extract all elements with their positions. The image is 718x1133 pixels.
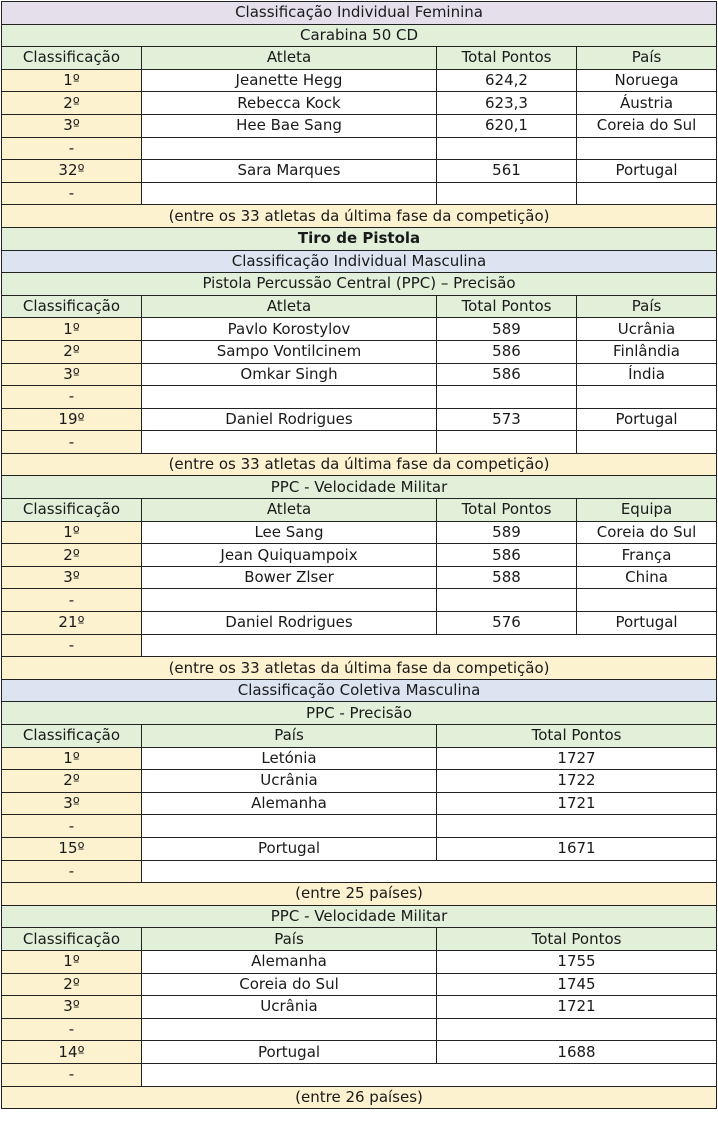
note-row: [2, 657, 717, 680]
points-cell: 589: [437, 521, 577, 544]
col-header-athlete: Atleta: [142, 47, 437, 70]
note-row: [2, 453, 717, 476]
empty-cell: [142, 634, 717, 657]
team-cell: China: [577, 566, 717, 589]
competition-note: (entre 26 países): [2, 1086, 717, 1109]
athlete-cell: Jeanette Hegg: [142, 69, 437, 92]
section-subtitle-row: [2, 250, 717, 273]
points-cell: 576: [437, 612, 577, 635]
event-row: [2, 273, 717, 296]
athlete-cell: Sampo Vontilcinem: [142, 340, 437, 363]
country-cell: Alemanha: [142, 950, 437, 973]
rank-cell: 2º: [2, 544, 142, 567]
col-header-rank: Classificação: [2, 499, 142, 522]
country-cell: Portugal: [142, 837, 437, 860]
section-title: Classificação Individual Feminina: [2, 2, 717, 25]
table-row: [2, 92, 717, 115]
rank-cell: 1º: [2, 950, 142, 973]
table-row: [2, 544, 717, 567]
rank-cell: 15º: [2, 837, 142, 860]
points-cell: [437, 589, 577, 612]
rank-cell: 3º: [2, 363, 142, 386]
table-row: [2, 363, 717, 386]
table-row: [2, 1018, 717, 1041]
points-cell: 1727: [437, 747, 717, 770]
empty-cell: [142, 860, 717, 883]
rank-cell: -: [2, 815, 142, 838]
table-row: [2, 589, 717, 612]
country-cell: [577, 431, 717, 454]
event-row: [2, 702, 717, 725]
points-cell: 1721: [437, 996, 717, 1019]
table-row: [2, 792, 717, 815]
table-row: [2, 770, 717, 793]
table-row: [2, 634, 717, 657]
table-row: [2, 114, 717, 137]
rank-cell: 32º: [2, 160, 142, 183]
rank-cell: 2º: [2, 340, 142, 363]
header-row: [2, 295, 717, 318]
rank-cell: 19º: [2, 408, 142, 431]
athlete-cell: Sara Marques: [142, 160, 437, 183]
country-cell: Coreia do Sul: [577, 114, 717, 137]
athlete-cell: [142, 386, 437, 409]
points-cell: 1721: [437, 792, 717, 815]
table-row: [2, 318, 717, 341]
points-cell: [437, 815, 717, 838]
country-cell: Ucrânia: [142, 770, 437, 793]
section-title-row: [2, 679, 717, 702]
note-row: [2, 883, 717, 906]
country-cell: Finlândia: [577, 340, 717, 363]
country-cell: Índia: [577, 363, 717, 386]
points-cell: [437, 431, 577, 454]
country-cell: Noruega: [577, 69, 717, 92]
col-header-rank: Classificação: [2, 295, 142, 318]
points-cell: 1671: [437, 837, 717, 860]
country-cell: Portugal: [577, 408, 717, 431]
points-cell: 573: [437, 408, 577, 431]
event-title: PPC - Precisão: [2, 702, 717, 725]
col-header-points: Total Pontos: [437, 928, 717, 951]
note-row: [2, 205, 717, 228]
event-row: [2, 476, 717, 499]
athlete-cell: [142, 137, 437, 160]
col-header-points: Total Pontos: [437, 47, 577, 70]
discipline-title: Tiro de Pistola: [2, 227, 717, 250]
rank-cell: -: [2, 634, 142, 657]
table-row: [2, 137, 717, 160]
competition-note: (entre os 33 atletas da última fase da competição): [2, 657, 717, 680]
points-cell: [437, 182, 577, 205]
rank-cell: 21º: [2, 612, 142, 635]
header-row: [2, 725, 717, 748]
country-cell: Áustria: [577, 92, 717, 115]
event-row: [2, 905, 717, 928]
country-cell: Portugal: [142, 1041, 437, 1064]
header-row: [2, 47, 717, 70]
rank-cell: 3º: [2, 996, 142, 1019]
table-row: [2, 431, 717, 454]
table-row: [2, 408, 717, 431]
country-cell: Portugal: [577, 160, 717, 183]
table-row: [2, 837, 717, 860]
rank-cell: -: [2, 1018, 142, 1041]
rank-cell: -: [2, 1063, 142, 1086]
col-header-athlete: Atleta: [142, 499, 437, 522]
rank-cell: 1º: [2, 521, 142, 544]
rank-cell: 1º: [2, 747, 142, 770]
section-title-row: [2, 227, 717, 250]
athlete-cell: Daniel Rodrigues: [142, 612, 437, 635]
country-cell: [577, 182, 717, 205]
team-cell: Portugal: [577, 612, 717, 635]
header-row: [2, 499, 717, 522]
competition-note: (entre os 33 atletas da última fase da competição): [2, 453, 717, 476]
table-row: [2, 566, 717, 589]
points-cell: 623,3: [437, 92, 577, 115]
athlete-cell: Bower Zlser: [142, 566, 437, 589]
country-cell: Ucrânia: [142, 996, 437, 1019]
rank-cell: -: [2, 589, 142, 612]
rank-cell: -: [2, 182, 142, 205]
points-cell: 1688: [437, 1041, 717, 1064]
country-cell: [142, 1018, 437, 1041]
table-row: [2, 521, 717, 544]
rank-cell: 3º: [2, 792, 142, 815]
table-row: [2, 815, 717, 838]
table-row: [2, 973, 717, 996]
results-document: [1, 1, 717, 1131]
header-row: [2, 928, 717, 951]
points-cell: [437, 386, 577, 409]
athlete-cell: Rebecca Kock: [142, 92, 437, 115]
table-row: [2, 182, 717, 205]
country-cell: Ucrânia: [577, 318, 717, 341]
athlete-cell: [142, 182, 437, 205]
col-header-points: Total Pontos: [437, 499, 577, 522]
table-row: [2, 1041, 717, 1064]
note-row: [2, 1086, 717, 1109]
rank-cell: 1º: [2, 318, 142, 341]
table-row: [2, 612, 717, 635]
country-cell: Coreia do Sul: [142, 973, 437, 996]
section-title: Classificação Individual Masculina: [2, 250, 717, 273]
country-cell: Alemanha: [142, 792, 437, 815]
points-cell: [437, 137, 577, 160]
athlete-cell: Lee Sang: [142, 521, 437, 544]
col-header-points: Total Pontos: [437, 725, 717, 748]
col-header-country: País: [142, 725, 437, 748]
col-header-country: País: [577, 47, 717, 70]
rank-cell: 2º: [2, 973, 142, 996]
table-row: [2, 860, 717, 883]
event-row: [2, 24, 717, 47]
competition-note: (entre 25 países): [2, 883, 717, 906]
event-title: PPC - Velocidade Militar: [2, 476, 717, 499]
table-row: [2, 160, 717, 183]
rank-cell: 14º: [2, 1041, 142, 1064]
points-cell: 1722: [437, 770, 717, 793]
rank-cell: 1º: [2, 69, 142, 92]
table-row: [2, 950, 717, 973]
results-table: [1, 1, 717, 1109]
team-cell: Coreia do Sul: [577, 521, 717, 544]
section-title-row: [2, 2, 717, 25]
col-header-team: Equipa: [577, 499, 717, 522]
points-cell: 586: [437, 340, 577, 363]
empty-cell: [142, 1063, 717, 1086]
country-cell: [142, 815, 437, 838]
col-header-country: País: [577, 295, 717, 318]
rank-cell: 3º: [2, 114, 142, 137]
col-header-points: Total Pontos: [437, 295, 577, 318]
points-cell: 586: [437, 544, 577, 567]
rank-cell: 3º: [2, 566, 142, 589]
event-title: Carabina 50 CD: [2, 24, 717, 47]
points-cell: 1745: [437, 973, 717, 996]
col-header-rank: Classificação: [2, 725, 142, 748]
col-header-rank: Classificação: [2, 928, 142, 951]
athlete-cell: [142, 589, 437, 612]
rank-cell: 2º: [2, 770, 142, 793]
table-row: [2, 386, 717, 409]
points-cell: 620,1: [437, 114, 577, 137]
athlete-cell: Hee Bae Sang: [142, 114, 437, 137]
country-cell: Letónia: [142, 747, 437, 770]
col-header-athlete: Atleta: [142, 295, 437, 318]
points-cell: 561: [437, 160, 577, 183]
table-row: [2, 340, 717, 363]
team-cell: [577, 589, 717, 612]
table-row: [2, 69, 717, 92]
athlete-cell: [142, 431, 437, 454]
athlete-cell: Jean Quiquampoix: [142, 544, 437, 567]
country-cell: [577, 137, 717, 160]
col-header-country: País: [142, 928, 437, 951]
col-header-rank: Classificação: [2, 47, 142, 70]
points-cell: 589: [437, 318, 577, 341]
rank-cell: -: [2, 386, 142, 409]
event-title: Pistola Percussão Central (PPC) – Precisão: [2, 273, 717, 296]
table-row: [2, 996, 717, 1019]
athlete-cell: Daniel Rodrigues: [142, 408, 437, 431]
rank-cell: 2º: [2, 92, 142, 115]
athlete-cell: Omkar Singh: [142, 363, 437, 386]
country-cell: [577, 386, 717, 409]
rank-cell: -: [2, 137, 142, 160]
points-cell: 624,2: [437, 69, 577, 92]
athlete-cell: Pavlo Korostylov: [142, 318, 437, 341]
rank-cell: -: [2, 860, 142, 883]
event-title: PPC - Velocidade Militar: [2, 905, 717, 928]
points-cell: 1755: [437, 950, 717, 973]
team-cell: França: [577, 544, 717, 567]
competition-note: (entre os 33 atletas da última fase da competição): [2, 205, 717, 228]
points-cell: 588: [437, 566, 577, 589]
points-cell: 586: [437, 363, 577, 386]
table-row: [2, 1063, 717, 1086]
rank-cell: -: [2, 431, 142, 454]
section-title: Classificação Coletiva Masculina: [2, 679, 717, 702]
table-row: [2, 747, 717, 770]
points-cell: [437, 1018, 717, 1041]
